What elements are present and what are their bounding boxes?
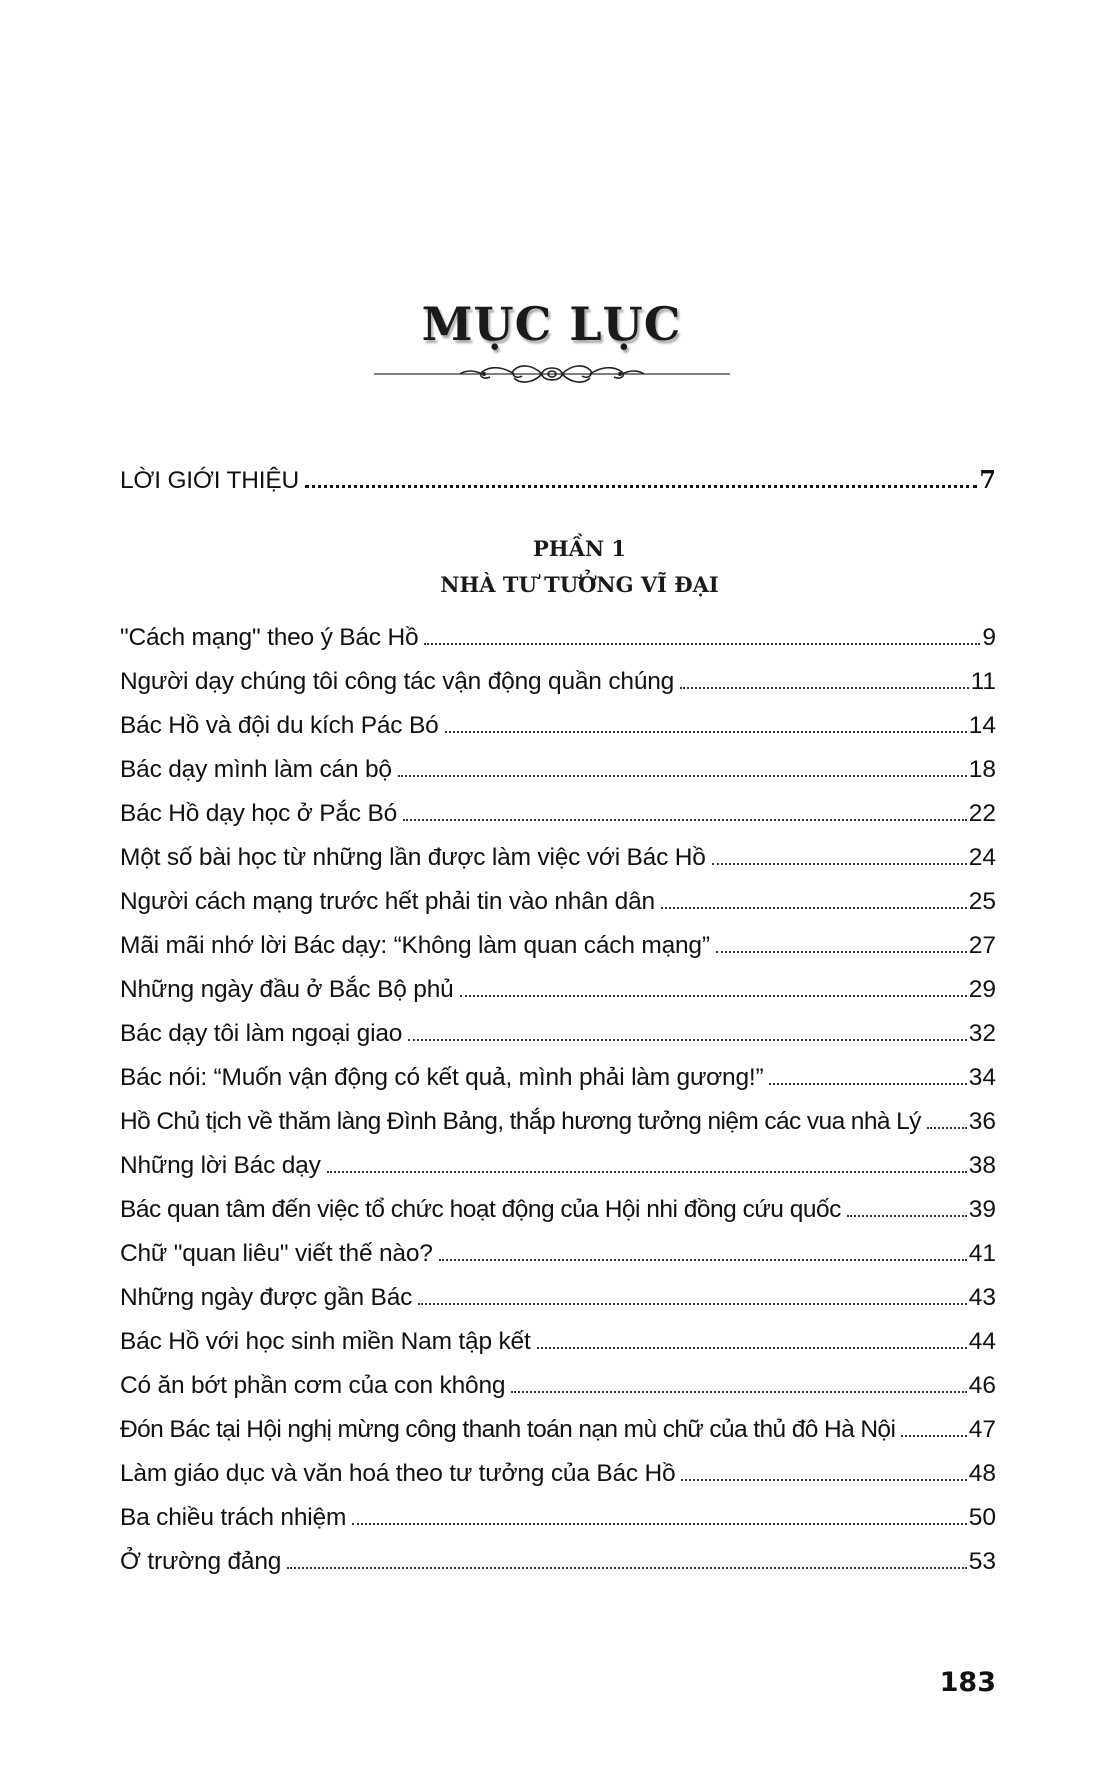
toc-entry[interactable] bbox=[120, 1368, 996, 1404]
toc-entry-title: Có ăn bớt phần cơm của con không bbox=[120, 1372, 506, 1399]
toc-intro-title: LỜI GIỚI THIỆU bbox=[120, 467, 299, 494]
dot-leader bbox=[327, 1171, 967, 1173]
toc-entry-title: Những ngày đầu ở Bắc Bộ phủ bbox=[120, 976, 454, 1003]
dot-leader bbox=[680, 687, 968, 689]
toc-entry-title: Những lời Bác dạy bbox=[120, 1152, 321, 1179]
dot-leader bbox=[927, 1127, 967, 1129]
dot-leader bbox=[287, 1567, 967, 1569]
toc-entry-title: Những ngày được gần Bác bbox=[120, 1284, 413, 1311]
dot-leader bbox=[716, 951, 967, 953]
toc-entry-title: Bác quan tâm đến việc tổ chức hoạt động của Hội nhi đồng cứu quốc bbox=[120, 1196, 841, 1223]
part-label: PHẦN 1 bbox=[532, 536, 627, 561]
toc-entry[interactable] bbox=[120, 1280, 996, 1316]
toc-entry[interactable] bbox=[120, 1192, 996, 1228]
toc-entry-title: Đón Bác tại Hội nghị mừng công thanh toán nạn mù chữ của thủ đô Hà Nội bbox=[120, 1416, 896, 1443]
toc-entry-page: 32 bbox=[968, 1020, 996, 1047]
dot-leader bbox=[901, 1435, 966, 1437]
toc-entry-page: 46 bbox=[968, 1372, 996, 1399]
dot-leader bbox=[712, 863, 967, 865]
page-number: 183 bbox=[939, 1667, 996, 1698]
toc-entry[interactable] bbox=[120, 796, 996, 832]
dot-leader bbox=[445, 731, 967, 733]
toc-entry-page: 25 bbox=[968, 888, 996, 915]
toc-entry[interactable] bbox=[120, 1060, 996, 1096]
toc-entry[interactable] bbox=[120, 752, 996, 788]
page-title: MỤC LỤC bbox=[421, 297, 682, 351]
dot-leader bbox=[439, 1259, 967, 1261]
toc-entry[interactable] bbox=[120, 1544, 996, 1580]
toc-entry-title: Làm giáo dục và văn hoá theo tư tưởng của Bác Hồ bbox=[120, 1460, 676, 1487]
dot-leader bbox=[661, 907, 967, 909]
toc-entry-title: Người cách mạng trước hết phải tin vào nhân dân bbox=[120, 888, 655, 915]
toc-entry-page: 24 bbox=[968, 844, 996, 871]
dot-leader bbox=[511, 1391, 966, 1393]
dot-leader bbox=[537, 1347, 967, 1349]
toc-entry-page: 44 bbox=[968, 1328, 996, 1355]
flourish-divider-icon bbox=[374, 360, 730, 388]
toc-entry-page: 50 bbox=[968, 1504, 996, 1531]
dot-leader bbox=[460, 995, 967, 997]
toc-entry-page: 11 bbox=[970, 668, 996, 695]
toc-entry[interactable] bbox=[120, 1236, 996, 1272]
toc-entry[interactable] bbox=[120, 1456, 996, 1492]
toc-entry-title: "Cách mạng" theo ý Bác Hồ bbox=[120, 624, 419, 651]
toc-entry[interactable] bbox=[120, 1016, 996, 1052]
toc-entry-page: 43 bbox=[968, 1284, 996, 1311]
toc-entry[interactable] bbox=[120, 708, 996, 744]
toc-entry-title: Bác Hồ với học sinh miền Nam tập kết bbox=[120, 1328, 531, 1355]
dot-leader bbox=[403, 819, 967, 821]
toc-entry-page: 39 bbox=[968, 1196, 996, 1223]
dot-leader bbox=[681, 1479, 966, 1481]
part-title: NHÀ TƯ TƯỞNG VĨ ĐẠI bbox=[440, 572, 719, 597]
dot-leader bbox=[424, 643, 980, 645]
toc-entry-page: 47 bbox=[968, 1416, 996, 1443]
toc-entry-title: Mãi mãi nhớ lời Bác dạy: “Không làm quan cách mạng” bbox=[120, 932, 710, 959]
toc-entry-page: 18 bbox=[968, 756, 996, 783]
toc-intro-row[interactable] bbox=[120, 462, 996, 498]
toc-entry[interactable] bbox=[120, 840, 996, 876]
dot-leader bbox=[352, 1523, 967, 1525]
toc-entry-page: 29 bbox=[968, 976, 996, 1003]
toc-entry-title: Bác nói: “Muốn vận động có kết quả, mình phải làm gương!” bbox=[120, 1064, 764, 1091]
dot-leader bbox=[408, 1039, 967, 1041]
dot-leader bbox=[418, 1303, 967, 1305]
toc-entry[interactable] bbox=[120, 664, 996, 700]
toc-entry[interactable] bbox=[120, 1148, 996, 1184]
dot-leader bbox=[305, 485, 977, 488]
toc-entry-page: 9 bbox=[982, 624, 996, 651]
toc-entry[interactable] bbox=[120, 928, 996, 964]
toc-entry-page: 41 bbox=[968, 1240, 996, 1267]
toc-entry-title: Một số bài học từ những lần được làm việc với Bác Hồ bbox=[120, 844, 706, 871]
toc-intro-page: 7 bbox=[979, 465, 996, 494]
toc-entry[interactable] bbox=[120, 1412, 996, 1448]
toc-entry-title: Bác Hồ dạy học ở Pắc Bó bbox=[120, 800, 398, 827]
toc-entry-page: 38 bbox=[968, 1152, 996, 1179]
toc-entry-title: Chữ "quan liêu" viết thế nào? bbox=[120, 1240, 433, 1267]
toc-entry[interactable] bbox=[120, 972, 996, 1008]
toc-entry-page: 34 bbox=[968, 1064, 996, 1091]
toc-entry[interactable] bbox=[120, 1104, 996, 1140]
toc-entry-title: Bác dạy tôi làm ngoại giao bbox=[120, 1020, 403, 1047]
toc-entry-title: Hồ Chủ tịch về thăm làng Đình Bảng, thắp hương tưởng niệm các vua nhà Lý bbox=[120, 1108, 921, 1135]
toc-entry-title: Ba chiều trách nhiệm bbox=[120, 1504, 347, 1531]
toc-entry-page: 48 bbox=[968, 1460, 996, 1487]
toc-entry-title: Ở trường đảng bbox=[120, 1548, 282, 1575]
toc-entry-page: 22 bbox=[968, 800, 996, 827]
toc-entry-page: 36 bbox=[968, 1108, 996, 1135]
toc-entry-page: 14 bbox=[968, 712, 996, 739]
toc-entry-title: Người dạy chúng tôi công tác vận động quần chúng bbox=[120, 668, 675, 695]
toc-entry-title: Bác Hồ và đội du kích Pác Bó bbox=[120, 712, 439, 739]
toc-entry[interactable] bbox=[120, 620, 996, 656]
toc-entry-page: 53 bbox=[968, 1548, 996, 1575]
dot-leader bbox=[847, 1215, 967, 1217]
toc-entry-title: Bác dạy mình làm cán bộ bbox=[120, 756, 392, 783]
toc-entry[interactable] bbox=[120, 1324, 996, 1360]
toc-entry-page: 27 bbox=[968, 932, 996, 959]
dot-leader bbox=[769, 1083, 966, 1085]
toc-entry[interactable] bbox=[120, 1500, 996, 1536]
dot-leader bbox=[398, 775, 967, 777]
toc-entry[interactable] bbox=[120, 884, 996, 920]
